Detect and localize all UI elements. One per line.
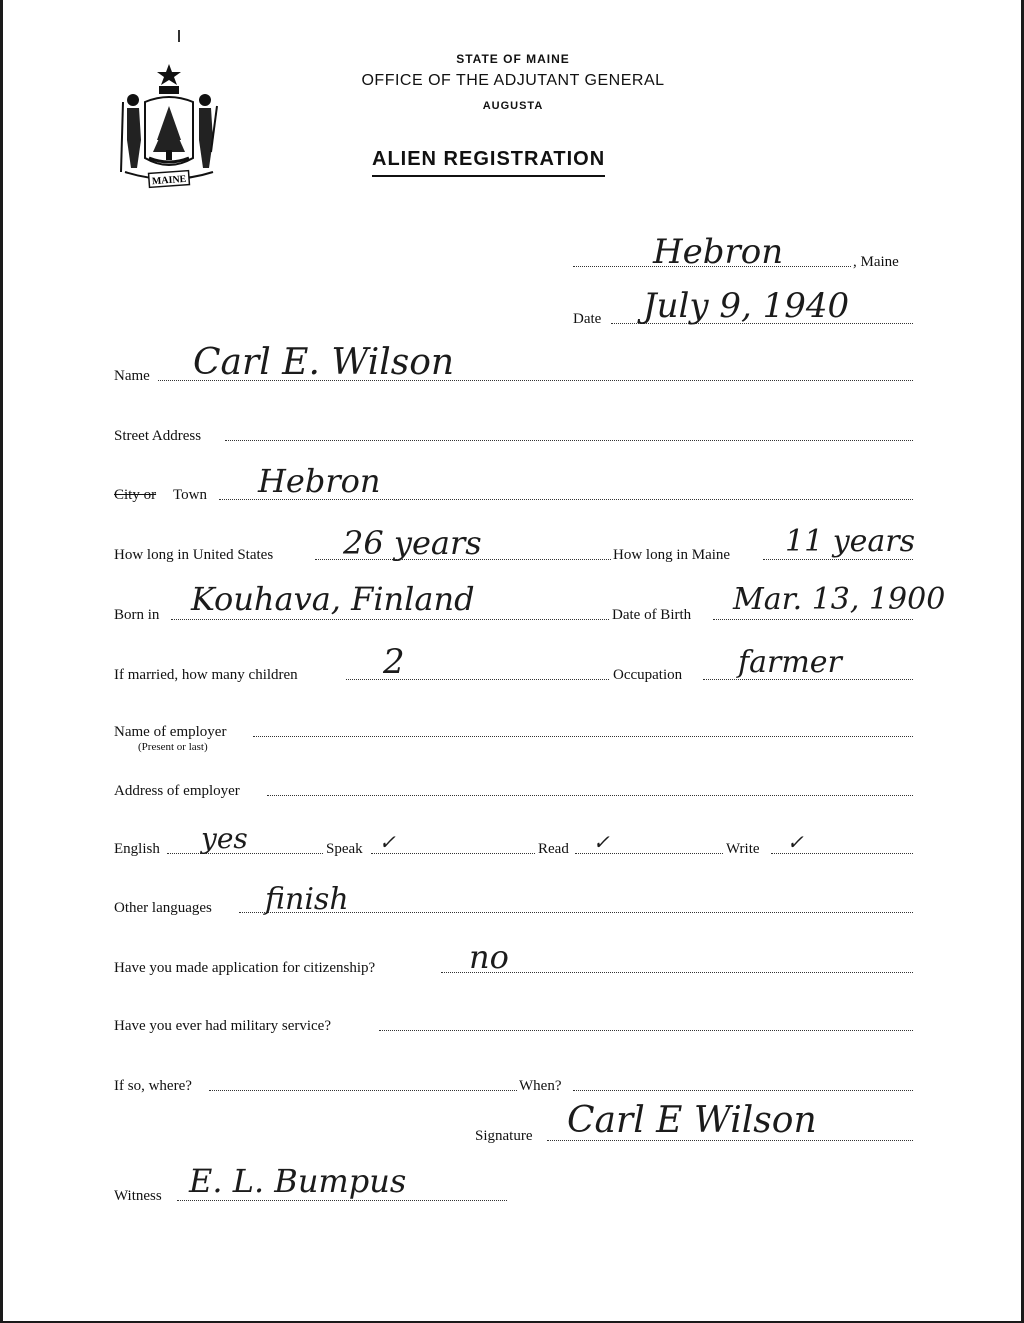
witness-value[interactable]: E. L. Bumpus [189,1162,407,1200]
witness-line [177,1200,507,1201]
name-label: Name [114,368,150,384]
military-label: Have you ever had military service? [114,1018,331,1034]
state-heading: STATE OF MAINE [456,52,570,66]
seal-text: MAINE [151,173,187,188]
date-label: Date [573,311,602,327]
born-in-value[interactable]: Kouhava, Finland [191,580,475,618]
maine-label: , Maine [853,254,899,270]
employer-line [253,736,913,737]
english-label: English [114,841,160,857]
children-value[interactable]: 2 [383,642,405,682]
dob-label: Date of Birth [612,607,692,623]
born-in-line [171,619,609,620]
read-value[interactable]: ✓ [593,830,610,854]
state-seal-icon [115,62,223,190]
years-maine-label: How long in Maine [613,547,731,563]
years-us-value[interactable]: 26 years [343,524,482,562]
where-label: If so, where? [114,1078,192,1094]
citizenship-value[interactable]: no [469,938,509,976]
write-value[interactable]: ✓ [787,830,804,854]
military-line [379,1030,913,1031]
citizenship-label: Have you made application for citizenship? [114,960,376,976]
years-maine-value[interactable]: 11 years [785,524,916,559]
city-heading: AUGUSTA [482,100,544,112]
date-value[interactable]: July 9, 1940 [643,286,850,326]
signature-label: Signature [475,1128,533,1144]
town-value[interactable]: Hebron [258,462,381,500]
speak-label: Speak [326,841,363,857]
dob-line [713,619,913,620]
speak-value[interactable]: ✓ [379,830,396,854]
other-languages-value[interactable]: finish [265,882,349,917]
read-label: Read [538,841,569,857]
when-line [573,1090,913,1091]
street-label: Street Address [114,428,202,444]
employer-address-line [267,795,913,796]
street-line [225,440,913,441]
other-languages-label: Other languages [114,900,212,916]
employer-address-label: Address of employer [114,783,240,799]
scan-mark [178,30,180,42]
occupation-value[interactable]: farmer [738,645,842,680]
children-label: If married, how many children [114,667,298,683]
occupation-label: Occupation [613,667,683,683]
dob-value[interactable]: Mar. 13, 1900 [733,582,946,617]
signature-value[interactable]: Carl E Wilson [567,1100,817,1141]
town-label: Town [173,487,207,503]
citizenship-line [441,972,913,973]
place-value[interactable]: Hebron [653,232,784,272]
form-title: ALIEN REGISTRATION [372,148,605,177]
when-label: When? [519,1078,562,1094]
write-label: Write [726,841,760,857]
employer-note: (Present or last) [138,741,208,753]
name-value[interactable]: Carl E. Wilson [193,342,455,383]
city-label-struck: City or [114,487,157,503]
english-value[interactable]: yes [201,822,248,855]
office-heading: OFFICE OF THE ADJUTANT GENERAL [361,72,665,89]
employer-label: Name of employer [114,724,227,740]
years-maine-line [763,559,913,560]
years-us-label: How long in United States [114,547,274,563]
witness-label: Witness [114,1188,162,1204]
born-in-label: Born in [114,607,160,623]
where-line [209,1090,517,1091]
